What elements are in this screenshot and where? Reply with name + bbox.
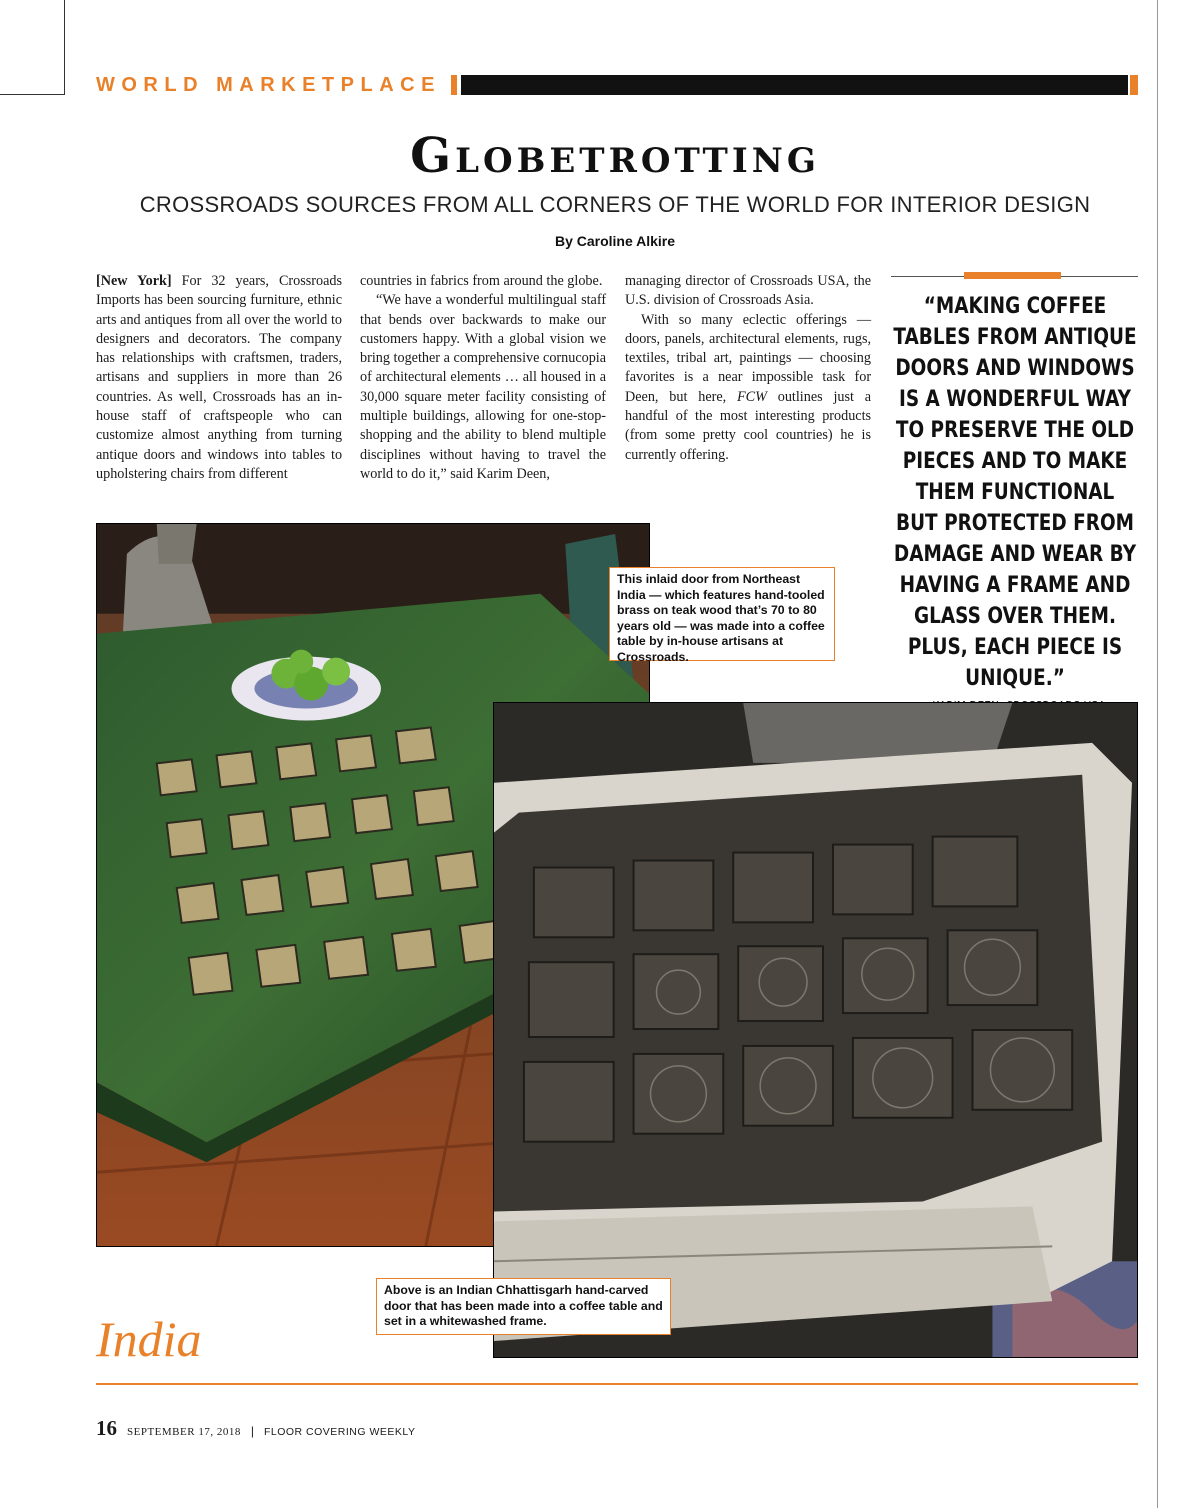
byline: By Caroline Alkire [554, 233, 676, 249]
publication-name: FLOOR COVERING WEEKLY [263, 1426, 416, 1438]
section-bar [461, 75, 1128, 95]
section-accent-end [1130, 75, 1138, 95]
photo-2-caption: Above is an Indian Chhattisgarh hand-carved door that has been made into a coffee table and set in a whitewashed frame. [376, 1278, 671, 1335]
pull-quote-top-rule [891, 276, 1138, 277]
section-label: WORLD MARKETPLACE [96, 73, 441, 96]
bottom-rule [96, 1383, 1138, 1385]
body-column-3 [625, 272, 871, 465]
page-edge-line [1157, 0, 1158, 1508]
page-footer [96, 1416, 415, 1441]
body-column-1 [96, 272, 342, 484]
issue-date: SEPTEMBER 17, 2018 [127, 1426, 241, 1438]
footer-separator: | [250, 1424, 254, 1438]
pull-quote-text: “MAKING COFFEE TABLES FROM ANTIQUE DOORS AND WINDOWS IS A WONDERFUL WAY TO PRESERVE THE OLD PIECES AND TO MAKE THEM FUNCTIONAL BUT PROTECTED FROM DAMAGE AND WEAR BY HAVING A FRAME AND GLASS OVER THEM. PLUS, EACH PIECE IS UNIQUE.” [893, 293, 1137, 691]
section-header [96, 74, 1138, 96]
crop-mark-vertical [64, 0, 65, 95]
page-number: 16 [96, 1416, 117, 1440]
paragraph-1: For 32 years, Crossroads Imports has been sourcing furniture, ethnic arts and antiques from all over the world to designers and decorators. The company has relationships with craftsmen, traders, artisans and suppliers in more than 26 countries. As well, Crossroads has an in-house staff of craftspeople who can customize almost anything from turning antique doors and windows into tables to upholstering chairs from different [96, 273, 343, 482]
paragraph-3: With so many eclectic offerings — doors, panels, architectural elements, rugs, textiles, tribal art, paintings — choosing favorites is a near impossible task for Deen, but here, FCW outlines just a handful of the most interesting products (from some pretty cool countries) he is currently offering. [625, 311, 872, 463]
crop-mark-horizontal [0, 94, 64, 95]
photo-1-caption: This inlaid door from Northeast India — which features hand-tooled brass on teak wood that’s 70 to 80 years old — was made into a coffee table by in-house artisans at Crossroads. [609, 567, 835, 661]
pull-quote [891, 276, 1138, 724]
dateline: [New York] [96, 273, 172, 289]
paragraph-2: “We have a wonderful multilingual staff that bends over backwards to make our customers happy. With a global vision we bring together a comprehensive cornucopia of architectural elements … all housed in a 30,000 square meter facility consisting of multiple buildings, allowing for one-stop-shopping and the ability to blend multiple disciplines without having to travel the world to do it,” said Karim Deen, [360, 292, 607, 482]
fcw-abbrev: FCW [736, 388, 767, 405]
photo-carved-door-table [493, 702, 1138, 1358]
paragraph-1-cont: countries in fabrics from around the globe. [360, 273, 603, 289]
section-accent-tick [451, 75, 457, 95]
country-label: India [96, 1311, 202, 1367]
body-column-2 [360, 272, 606, 484]
headline: Globetrotting [410, 128, 820, 184]
subhead: CROSSROADS SOURCES FROM ALL CORNERS OF THE WORLD FOR INTERIOR DESIGN [139, 192, 1091, 217]
paragraph-2-cont: managing director of Crossroads USA, the U.S. division of Crossroads Asia. [625, 273, 872, 309]
